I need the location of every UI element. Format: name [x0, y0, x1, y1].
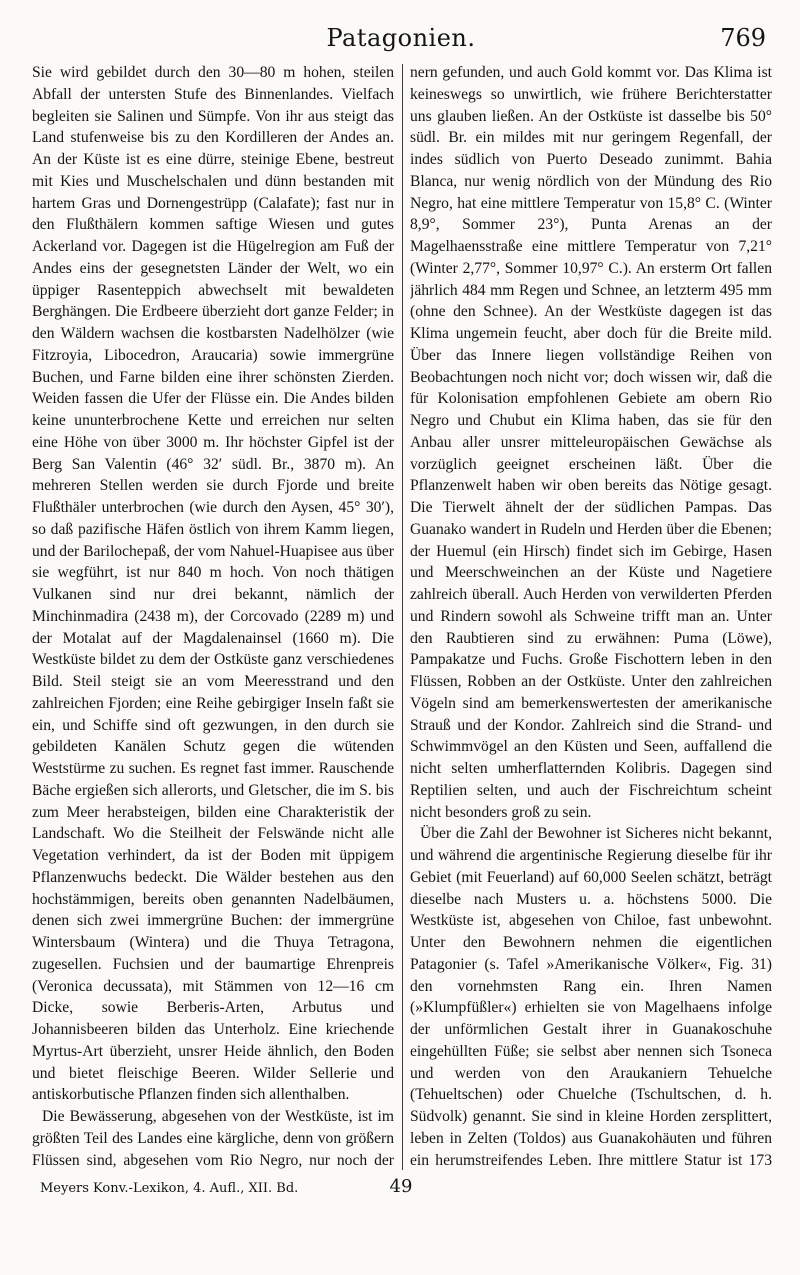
column-rule	[402, 64, 403, 1170]
left-column	[32, 62, 394, 1170]
right-column	[410, 62, 772, 1170]
paragraph: Die Bewässerung, abgesehen von der Westküste, ist im größten Teil des Landes eine kärgliche, denn von größern Flüssen sind, abgesehen vom Rio Negro, nur noch der	[32, 1108, 394, 1169]
page-header	[32, 10, 770, 52]
signature-number: 49	[389, 1176, 413, 1197]
text-columns	[32, 62, 772, 1170]
paragraph: Über die Zahl der Bewohner ist Sicheres nicht bekannt, und während die argentinische Regierung dieselbe für ihr Gebiet (mit Feuerland) auf 60,000 Seelen schätzt, beträgt dieselbe nach Musters u. a. höchstens 5000. Die Westküste ist, abgesehen von Chiloe, fast unbewohnt. Unter den Bewohnern nehmen die eigentlichen Patagonier (s. Tafel »Amerikanische Völker«, Fig. 31) den vornehmsten Rang ein. Ihren Namen (»Klumpfüßler«) erhielten sie von Magelhaens infolge der unförmlichen Gestalt ihrer in Guanakoschuhe eingehüllten Füße; sie selbst aber nennen sich Tsoneca und werden von den Araukaniern Tehuelche (Tehueltschen) oder Chuelche (Tschultschen, d. h. Südvolk) genannt. Sie sind in kleine Horden zersplittert, leben in Zelten (Toldos) aus Guanakohäuten und führen ein herumstreifendes Leben. Ihre mittlere Statur ist 173	[410, 825, 772, 1169]
page-number: 769	[720, 24, 766, 52]
paragraph: Sie wird gebildet durch den 30—80 m hohen, steilen Abfall der untersten Stufe des Binnenlandes. Vielfach begleiten sie Salinen und Sümpfe. Von ihr aus steigt das Land stufenweise bis zu den Kordilleren der Andes an. An der Küste ist es eine dürre, steinige Ebene, bestreut mit Kies und Muschelschalen und dünn bestanden mit hartem Gras und Dornengestrüpp (Calafate); fast nur in den Flußthälern kommen saftige Wiesen und gutes Ackerland vor. Dagegen ist die Hügelregion am Fuß der Andes eins der gesegnetsten Länder der Welt, wo ein üppiger Rasenteppich abwechselt mit bewaldeten Berghängen. Die Erdbeere überzieht dort ganze Felder; in den Wäldern wachsen die kostbarsten Nadelhölzer (wie Fitzroyia, Libocedron, Araucaria) sowie immergrüne Buchen, und Farne bilden eine ihrer schönsten Zierden. Weiden fassen die Ufer der Flüsse ein. Die Andes bilden keine ununterbrochene Kette und erreichen nur selten eine Höhe von über 3000 m. Ihr höchster Gipfel ist der Berg San Valentin (46° 32′ südl. Br., 3870 m). An mehreren Stellen werden sie durch Fjorde und breite Flußthäler unterbrochen (wie durch den Aysen, 45° 30′), so daß pazifische Häfen östlich von ihrem Kamm liegen, und der Barilochepaß, der vom Nahuel-Huapisee aus über sie wegführt, ist nur 840 m hoch. Von noch thätigen Vulkanen sind nur drei bekannt, nämlich der Minchinmadira (2438 m), der Corcovado (2289 m) und der Motalat auf der Magdalenainsel (1660 m). Die Westküste bildet zu dem der Ostküste ganz verschiedenes Bild. Steil steigt sie an vom Meeresstrand und den zahlreichen Fjorden; eine Reihe gebirgiger Inseln faßt sie ein, und Schiffe sind oft gezwungen, in den durch sie gebildeten Kanälen Schutz gegen die wütenden Weststürme zu suchen. Es regnet fast immer. Rauschende Bäche ergießen sich allerorts, und Gletscher, die im S. bis zum Meer herabsteigen, bilden eine Charakteristik der Landschaft. Wo die Steilheit der Felswände nicht alle Vegetation verhindert, da ist der Boden mit üppigem Pflanzenwuchs bedeckt. Die Wälder bestehen aus den hochstämmigen, bereits oben genannten Nadelbäumen, denen sich zwei immergrüne Buchen: der immergrüne Wintersbaum (Wintera) und die Thuya Tetragona, zugesellen. Fuchsien und der baumartige Ehrenpreis (Veronica decussata), mit Stämmen von 12—16 cm Dicke, sowie Berberis-Arten, Arbutus und Johannisbeeren bilden das Unterholz. Eine kriechende Myrtus-Art überzieht, unsrer Heide ähnlich, den Boden und bietet fleischige Beeren. Wilder Sellerie und antiskorbutische Pflanzen finden sich allenthalben.	[32, 64, 394, 1104]
imprint-line: Meyers Konv.-Lexikon, 4. Aufl., XII. Bd.	[40, 1181, 299, 1196]
running-title: Patagonien.	[326, 24, 476, 52]
page-footer	[32, 1173, 770, 1213]
paragraph: nern gefunden, und auch Gold kommt vor. Das Klima ist keineswegs so unwirtlich, wie frühere Berichterstatter uns glauben ließen. An der Ostküste ist dasselbe bis 50° südl. Br. ein mildes mit nur geringem Regenfall, der indes südlich von Puerto Deseado zunimmt. Bahia Blanca, nur wenig nördlich von der Mündung des Rio Negro, hat eine mittlere Temperatur von 15,8° C. (Winter 8,9°, Sommer 23°), Punta Arenas an der Magelhaensstraße eine mittlere Temperatur von 7,21° (Winter 2,77°, Sommer 10,97° C.). An ersterm Ort fallen jährlich 484 mm Regen und Schnee, an letzterm 495 mm (ohne den Schnee). An der Westküste dagegen ist das Klima ungemein feucht, aber doch für die Breite mild. Über das Innere liegen vollständige Reihen von Beobachtungen noch nicht vor; doch wissen wir, daß die für Kolonisation empfohlenen Gebiete am obern Rio Negro und Chubut ein Klima haben, das sie für den Anbau aller unsrer mitteleuropäischen Gewächse als vorzüglich geeignet erscheinen läßt. Über die Pflanzenwelt haben wir oben bereits das Nötige gesagt. Die Tierwelt ähnelt der der südlichen Pampas. Das Guanako wandert in Rudeln und Herden über die Ebenen; der Huemul (ein Hirsch) findet sich im Gebirge, Hasen und Meerschweinchen an der Küste und Nagetiere zahlreich überall. Auch Herden von verwilderten Pferden und Rindern sowohl als Schweine trifft man an. Unter den Raubtieren sind zu erwähnen: Puma (Löwe), Pampakatze und Fuchs. Große Fischottern leben in den Flüssen, Robben an der Ostküste. Unter den zahlreichen Vögeln sind am bemerkenswertesten der amerikanische Strauß und der Kondor. Zahlreich sind die Strand- und Schwimmvögel an den Küsten und Seen, auffallend die nicht selten umherflatternden Kolibris. Dagegen sind Reptilien selten, und auch der Fischreichtum scheint nicht besonders groß zu sein.	[410, 64, 772, 821]
